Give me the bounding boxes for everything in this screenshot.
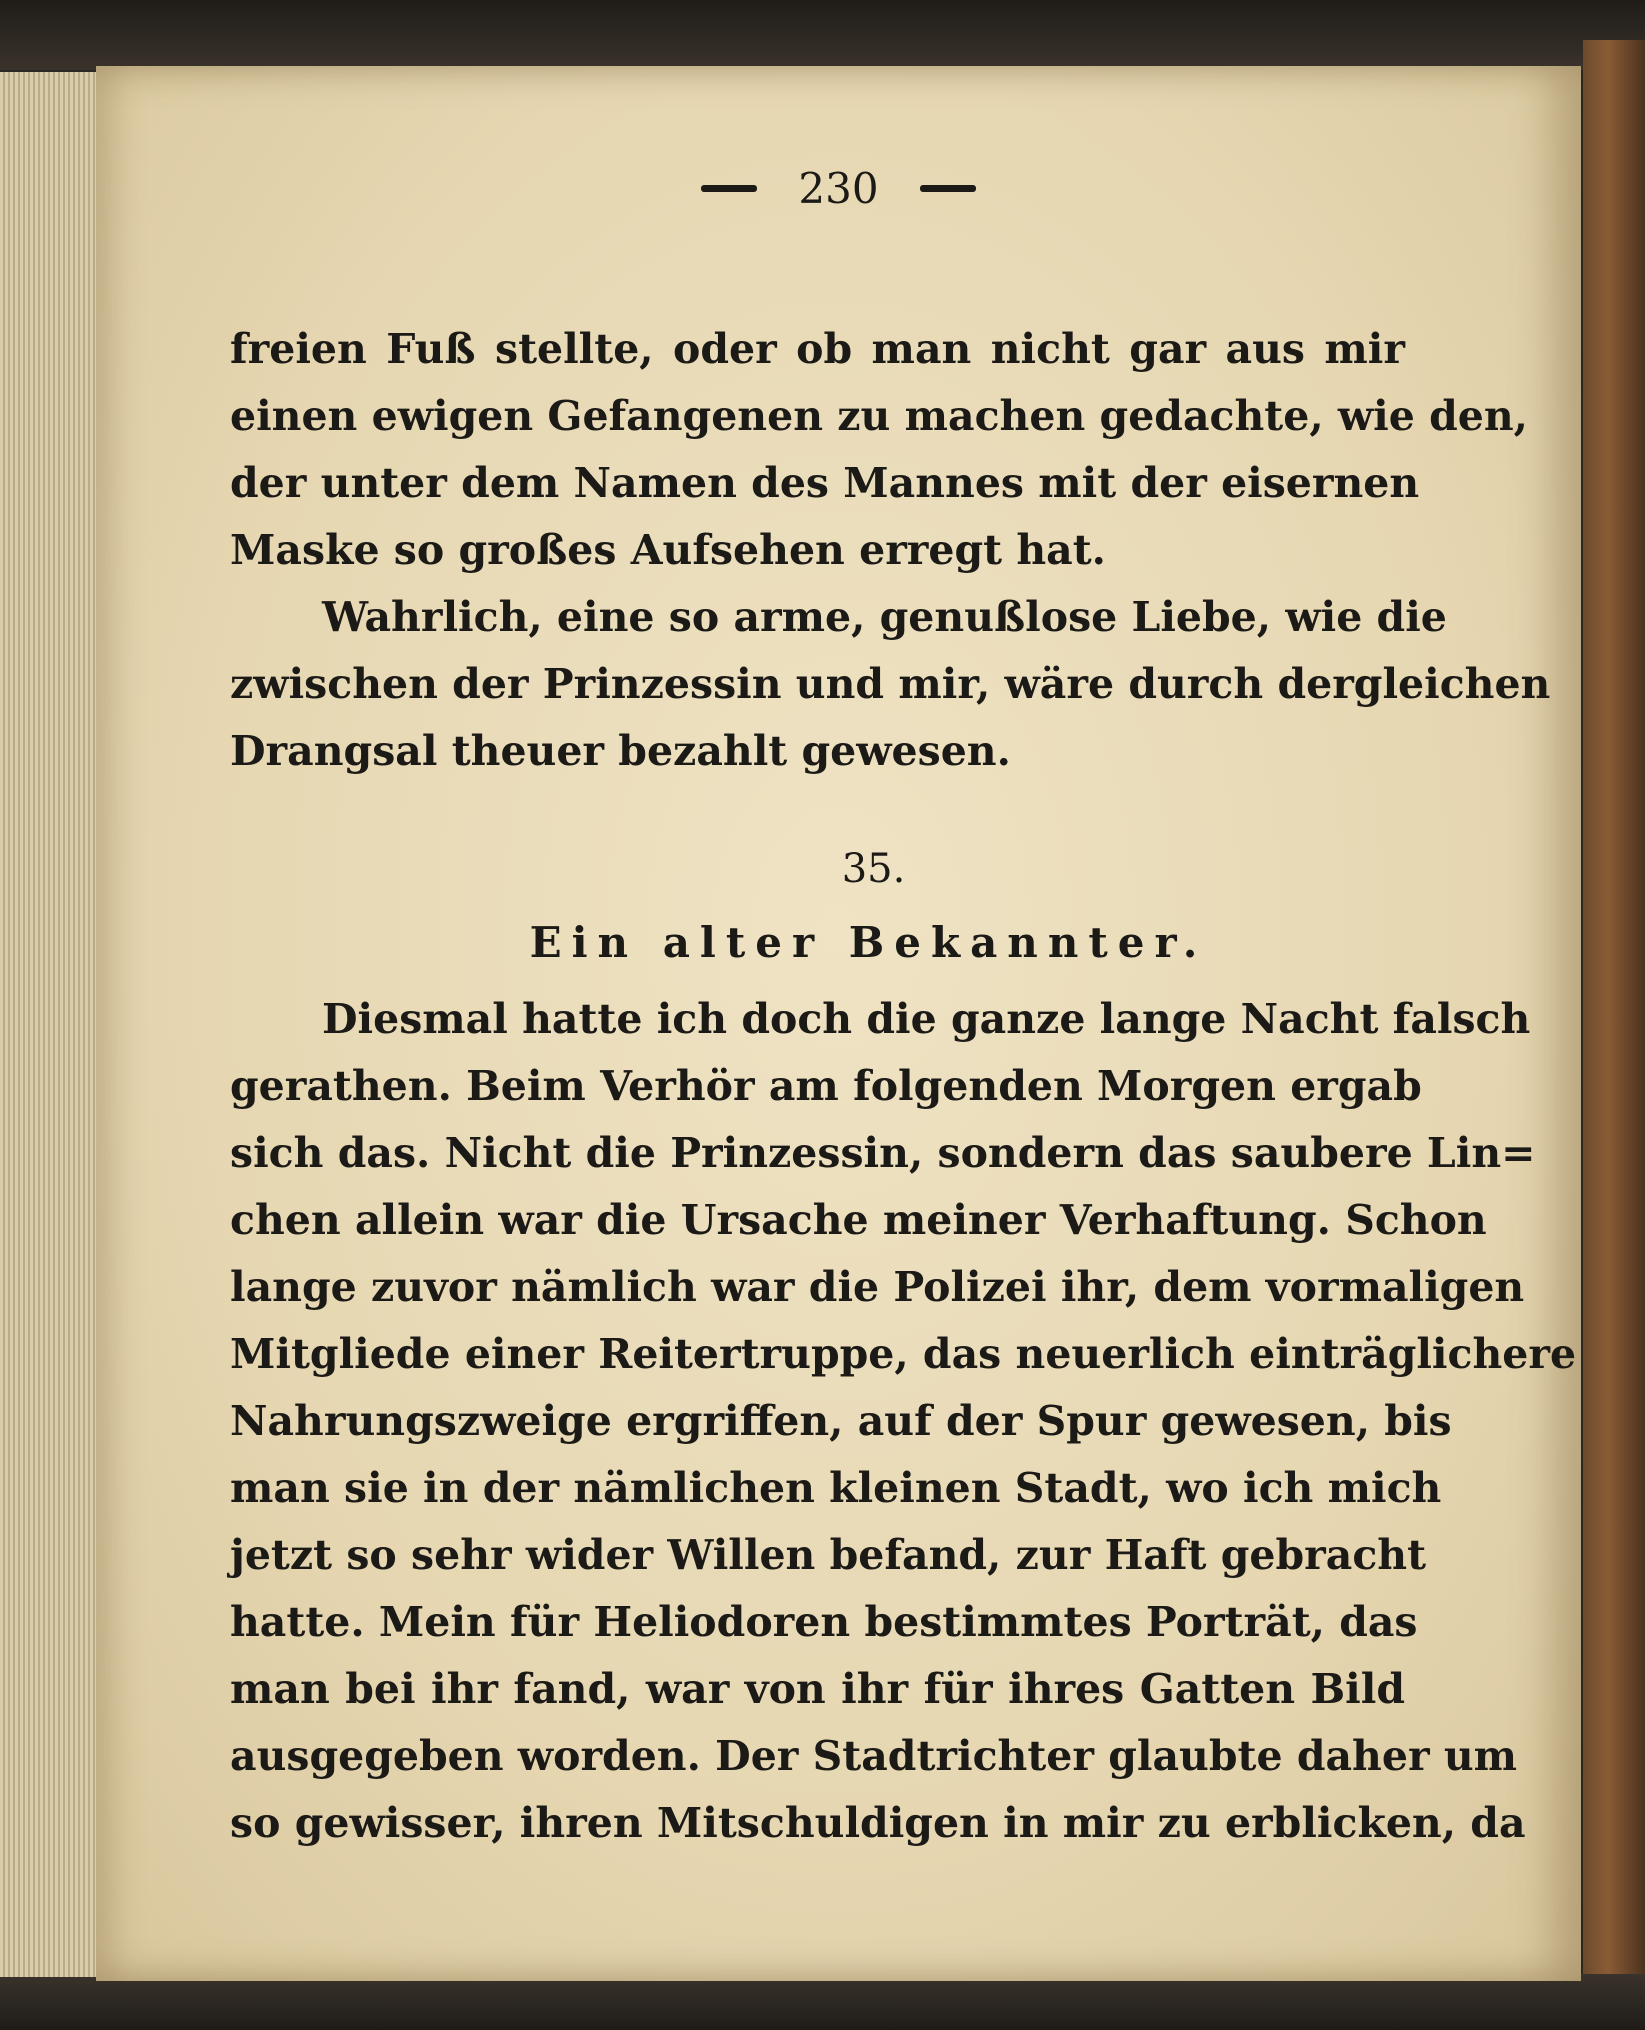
text-line: ausgegeben worden. Der Stadtrichter glaubte daher um xyxy=(230,1732,1518,1780)
text-line: Maske so großes Aufsehen erregt hat. xyxy=(230,526,1106,574)
text-line: Wahrlich, eine so arme, genußlose Liebe, wie die xyxy=(322,593,1447,641)
text-line: Nahrungszweige ergriffen, auf der Spur gewesen, bis xyxy=(230,1397,1452,1445)
header-dash-right xyxy=(920,185,976,192)
book-cover-bottom xyxy=(0,1974,1645,2030)
text-line: einen ewigen Gefangenen zu machen gedachte, wie den, xyxy=(230,392,1528,440)
text-line: jetzt so sehr wider Willen befand, zur Haft gebracht xyxy=(230,1531,1427,1579)
text-line: Diesmal hatte ich doch die ganze lange Nacht falsch xyxy=(322,995,1531,1043)
paragraph-3 xyxy=(230,986,1577,1857)
page-number: 230 xyxy=(798,164,879,213)
text-line: Drangsal theuer bezahlt gewesen. xyxy=(230,727,1011,775)
text-line: freien Fuß stellte, oder ob man nicht gar aus mir xyxy=(230,325,1405,373)
header-dash-left xyxy=(701,185,757,192)
text-line: der unter dem Namen des Mannes mit der eisernen xyxy=(230,459,1420,507)
chapter-number: 35. xyxy=(841,846,906,892)
text-line: man sie in der nämlichen kleinen Stadt, wo ich mich xyxy=(230,1464,1442,1512)
text-line: sich das. Nicht die Prinzessin, sondern das saubere Lin= xyxy=(230,1129,1536,1177)
book-page xyxy=(96,66,1581,1981)
page-edges xyxy=(0,72,110,1977)
text-line: lange zuvor nämlich war die Polizei ihr, dem vormaligen xyxy=(230,1263,1525,1311)
text-line: hatte. Mein für Heliodoren bestimmtes Porträt, das xyxy=(230,1598,1418,1646)
text-line: Mitgliede einer Reitertruppe, das neuerlich einträglichere xyxy=(230,1330,1577,1378)
text-line: gerathen. Beim Verhör am folgenden Morgen ergab xyxy=(230,1062,1422,1110)
book-cover-right xyxy=(1583,40,1645,2030)
chapter-title: Ein alter Bekannter. xyxy=(529,918,1208,967)
text-line: so gewisser, ihren Mitschuldigen in mir zu erblicken, da xyxy=(230,1799,1526,1847)
text-line: man bei ihr fand, war von ihr für ihres Gatten Bild xyxy=(230,1665,1405,1713)
paragraph-1 xyxy=(230,316,1528,584)
book-cover-top xyxy=(0,0,1645,70)
paragraph-2 xyxy=(230,584,1551,785)
page-header xyxy=(96,164,1581,224)
text-line: zwischen der Prinzessin und mir, wäre durch dergleichen xyxy=(230,660,1551,708)
text-line: chen allein war die Ursache meiner Verhaftung. Schon xyxy=(230,1196,1487,1244)
